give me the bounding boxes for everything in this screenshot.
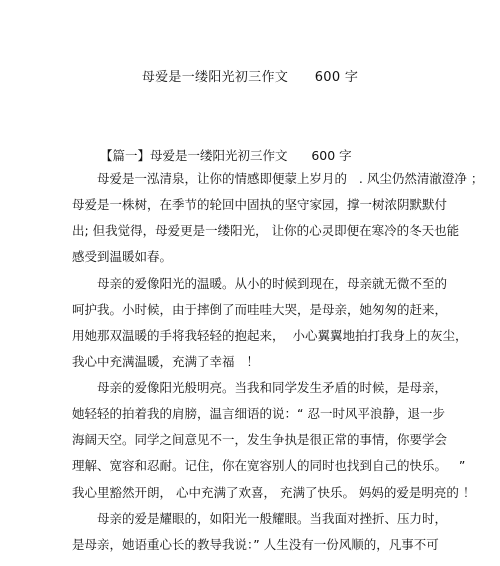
paragraph-line: 她轻轻的拍着我的肩膀，温言细语的说：“ 忍一时风平浪静，退一步 xyxy=(72,406,445,421)
document-title: 母爱是一缕阳光初三作文 600 字 xyxy=(141,70,359,85)
paragraph-line: 用她那双温暖的手将我轻轻的抱起来， 小心翼翼地拍打我身上的灰尘， xyxy=(72,328,468,343)
paragraph-line: 母亲的爱像阳光的温暖。从小的时候到现在，母亲就无微不至的 xyxy=(97,276,448,291)
paragraph-line: 是母亲，她语重心长的教导我说：” 人生没有一份风顺的，凡事不可 xyxy=(72,537,439,552)
paragraph-line: 我心中充满温暖，充满了幸福 ！ xyxy=(72,354,259,369)
paragraph-line: 我心里豁然开朗， 心中充满了欢喜， 充满了快乐。 妈妈的爱是明亮的 ！ xyxy=(72,485,476,500)
paragraph-line: 感受到温暖如春。 xyxy=(72,249,173,264)
paragraph-line: 呵护我。小时候，由于摔倒了而哇哇大哭，是母亲，她匆匆的赶来， xyxy=(72,302,448,317)
paragraph-line: 理解、宽容和忍耐。记住，你在宽容别人的同时也找到自己的快乐。 ” xyxy=(72,458,466,473)
section-heading: 【篇一】母爱是一缕阳光初三作文 600 字 xyxy=(100,148,352,163)
paragraph-line: 海阔天空。同学之间意见不一，发生争执是很正常的事情，你要学会 xyxy=(72,432,448,447)
paragraph-line: 母亲的爱是耀眼的，如阳光一般耀眼。当我面对挫折、压力时， xyxy=(97,511,448,526)
paragraph-line: 出; 但我觉得，母爱更是一缕阳光， 让你的心灵即便在寒冷的冬天也能 xyxy=(72,223,460,238)
paragraph-line: 母爱是一株树，在季节的轮回中固执的坚守家园，撑一树浓阴默默付 xyxy=(72,197,448,212)
paragraph-line: 母爱是一泓清泉，让你的情感即便蒙上岁月的 . 风尘仍然清澈澄净 ； xyxy=(97,171,484,186)
paragraph-line: 母亲的爱像阳光般明亮。当我和同学发生矛盾的时候，是母亲， xyxy=(97,380,448,395)
